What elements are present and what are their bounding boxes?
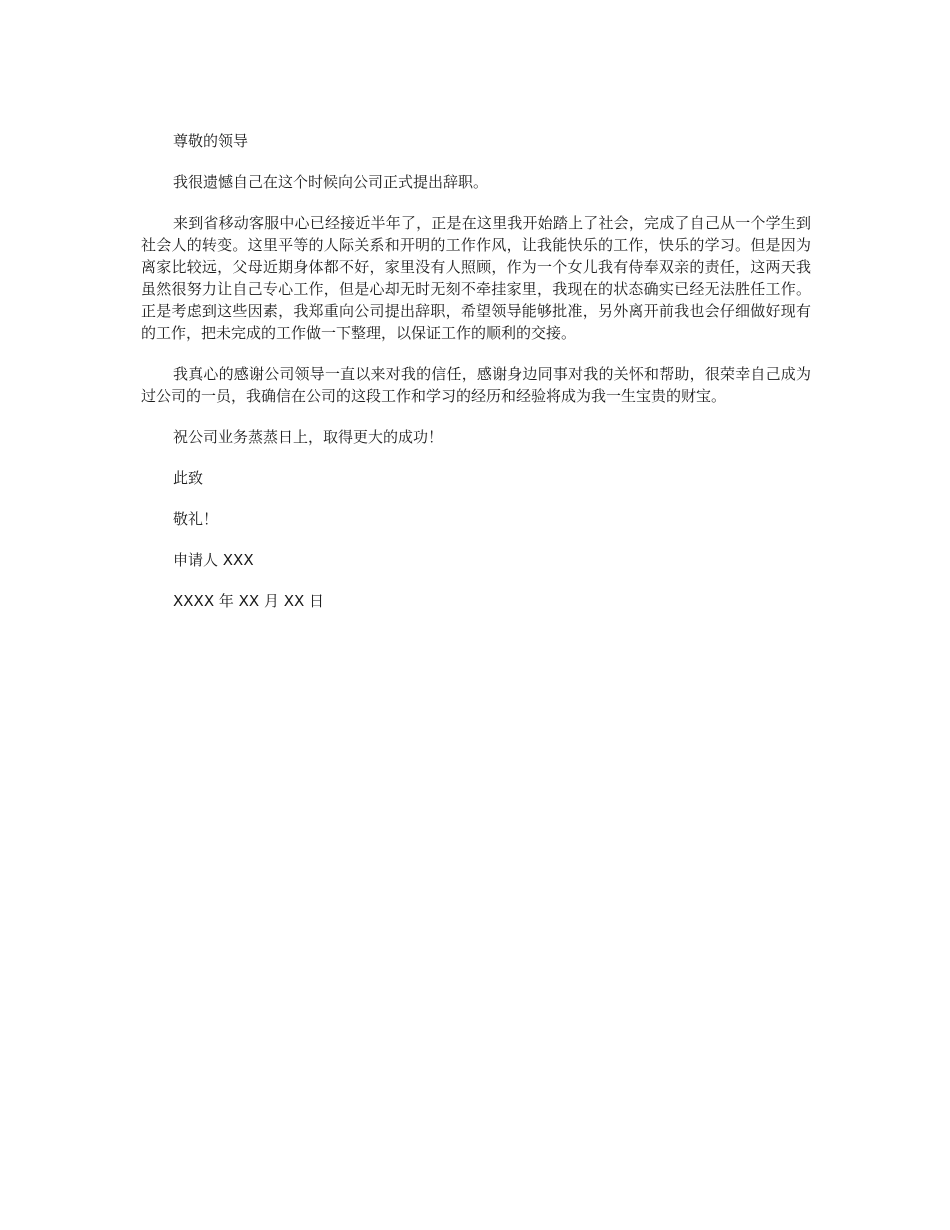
letter-closing-2: 敬礼！ xyxy=(173,510,219,528)
letter-paragraph-reason: 来到省移动客服中心已经接近半年了，正是在这里我开始踏上了社会，完成了自己从一个学生到社会人的转变。这里平等的人际关系和开明的工作作风，让我能快乐的工作，快乐的学习。但是因为离家比较远，父母近期身体都不好，家里没有人照顾，作为一个女儿我有侍奉双亲的责任，这两天我虽然很努力让自己专心工作，但是心却无时无刻不牵挂家里，我现在的状态确实已经无法胜任工作。正是考虑到这些因素，我郑重向公司提出辞职，希望领导能够批准，另外离开前我也会仔细做好现有的工作，把未完成的工作做一下整理，以保证工作的顺利的交接。 xyxy=(141,214,811,342)
letter-paragraph-wishes: 祝公司业务蒸蒸日上，取得更大的成功！ xyxy=(173,428,444,446)
letter-date: XXXX 年 XX 月 XX 日 xyxy=(173,592,325,610)
letter-closing-1: 此致 xyxy=(173,469,204,487)
letter-body xyxy=(141,130,811,631)
letter-signature: 申请人 XXX xyxy=(173,551,254,569)
letter-paragraph-intro: 我很遗憾自己在这个时候向公司正式提出辞职。 xyxy=(173,173,489,191)
letter-salutation: 尊敬的领导 xyxy=(173,132,249,150)
letter-paragraph-thanks: 我真心的感谢公司领导一直以来对我的信任，感谢身边同事对我的关怀和帮助，很荣幸自己成为过公司的一员，我确信在公司的这段工作和学习的经历和经验将成为我一生宝贵的财宝。 xyxy=(141,365,811,405)
